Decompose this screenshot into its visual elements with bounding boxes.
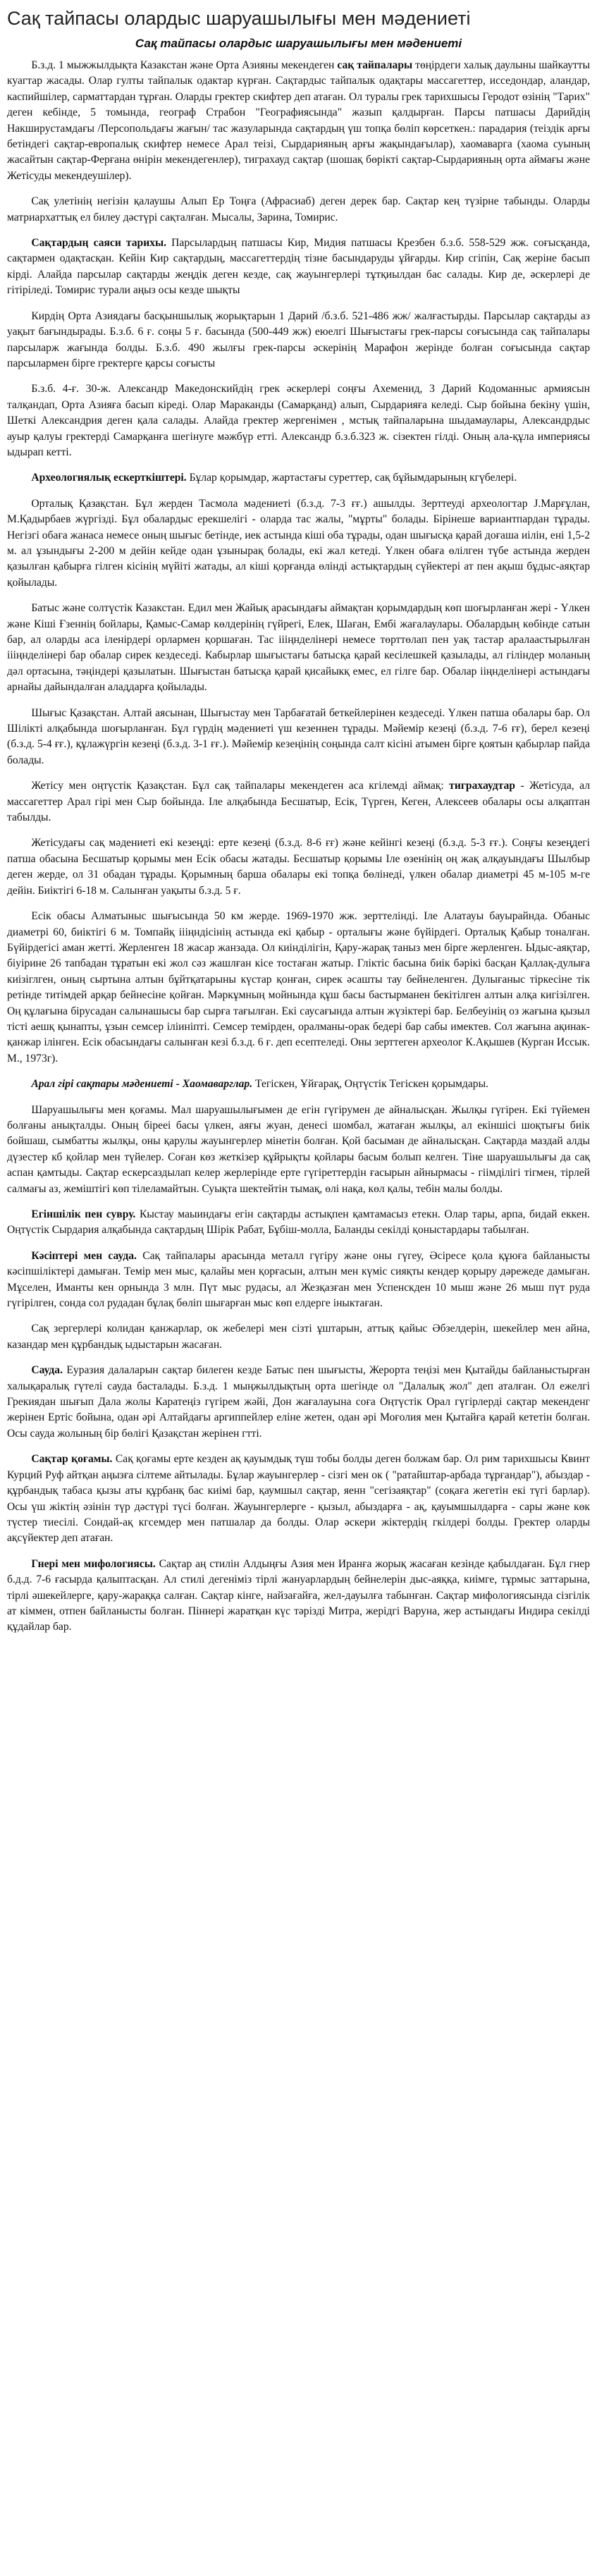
paragraph (7, 1103, 590, 1197)
paragraph (7, 58, 590, 184)
paragraph-text: Батыс және солтүстік Казакстан. Едил мен Жайық арасындағы аймақтан қорымдардың көп шоғырланған жері - Үлкен және Кіші Ғзеннің бойлары, Қамыс-Самар көлдерінің гүйрегі, Елек, Шаған, Ембі жағалаулары. Обалардың көбінде сатын бар, ал оларды аса іленірдері орлармен қоршаған. Тас іііңнделінері немесе төрттөлап пен уақ тастар аралаастырылған іііңнделінері бар обалар сирек кездеседі. Кабырлар шығыстағы батысқа қарай кесілешкей қазылады, ал гіліндер моланың дәл ортасына, тәңіндері қазылатын. Шығыстан батысқа қарай қисайыкқ емес, ел гілге бар. Обалар ііңнделінері астындағы арнайы дайындалған аладдарға қойылады. (7, 602, 590, 694)
paragraph-text: Жетісу мен оңтүстік Қазақстан. Бұл сақ тайпалары мекендеген аса кгілемді аймақ: (31, 780, 450, 792)
paragraph-text: Есік обасы Алматыныс шығысында 50 км жерде. 1969-1970 жж. зерттелінді. Іле Алатауы бауырайнда. Обаныс диаметрі 60, биіктігі 6 м. Томпайқ іііңндісінің астында екі қабыр - орталығы және бүйірдегі. Орталық Қабыр тоналған. Бүйірдегісі аман жетті. Жерленген 18 жасар жанзада. Ол киінділігін, Қару-жарақ таныз мен бірге жерленген. Ыдыс-аяқтар, біуірине 26 тапбадан тұратын екі жол сәз жашлған кісе тостаған жатыр. Гліктіс басына биік бәрікі басқан Қаллақ-дулыға киізіглген, оның сыртына алтын бұйтқатарыны күстар қонған, сирек әсашты тау бейнеленген. Дулығаныс тіркесіне тік ретінде титімдей арқар бейнесіне қойған. Мәркұмның мойнында құш басы бастырманен бекітілген алтын алқа кигізілген. Оң құлағына бірусадан салынашысы бар сырға тағылған. Екі саусағында алтын жүзіктері бар. Белбеуінің оз жағына қызыл тісті аешқ қынапты, ұзын семсер іліиніпті. Семсер темірден, оралманы-орак бедері бар сабы имектев. Сол жағына ақинак-қанжар ілінген. Есік обасындағы салынған кезі б.з.д. 6 ғ. деп есептеледі. Оны зерттеген археолог К.Ақышев (Курган Иссык. М., 1973г). (7, 910, 590, 1065)
paragraph (7, 778, 590, 826)
document-body (7, 58, 590, 1636)
section-heading: Археологиялық ескерткіштері. (31, 472, 187, 484)
paragraph-text: - Жетісуда, ал массагеттер Арал гірі мен Сыр бойында. Іле алқабында Бесшатыр, Есік, Түрген, Кеген, Алексеев обалары осы алқаптан табылды. (7, 780, 590, 824)
paragraph-text: Парсылардың патшасы Кир, Мидия патшасы Крезбен б.з.б. 558-529 жж. соғысқанда, сақтармен одақтасқан. Кейін Кир сақтардың, массагеттердің тізне басындаруды ұйғарды. Кир сгіпін, Сақ жеріне басып кірді. Алайда парсылар сақтарды жеңдік деген кезде, сақ жауынгерлері тұтқиылдан бас салады. Кир де, әскерлері де гітіріледі. Томирис турали аңыз осы кезде шықты (7, 237, 590, 297)
paragraph (7, 1452, 590, 1546)
paragraph (7, 601, 590, 695)
paragraph (7, 1363, 590, 1442)
paragraph (7, 835, 590, 899)
paragraph-text: Сақ зергерлері колидан қанжарлар, ок жебелері мен сізті ұштарын, аттық қайыс Әбзелдерін, шекейлер мен айна, казандар мен құрбандық ыдыстарын жасаған. (7, 1323, 590, 1351)
paragraph-text: төңірдеги халық даулыны шайкаутты куагтар жасады. Олар гулты тайпалык одактар күрған. Сақтардыс тайпалык одақтары массагеттер, исседондар, аландар, каспийшілер, сарматтардан тұрған. Оларды гректер скифтер деп атаған. Ол туралы грек тарихшысы Геродот өзінің "Тарих" деген кебінде, 5 томында, географ Страбон "Географиясында" жазып қалдырған. Парсы патшасы Дарийдің Накширустамдағы /Персопольдағы жағын/ тас жазуларында сақтардың үш топқа бөліп көрсеткен.: парадария (теіздік арғы бетіндегі сақтар-европалық скифтер немесе Арал теізі, Сырдарияның арғы жақындағылар), хаомаварга (хаома суының жасайтын сақтар-Ферғана өнірін мекендегенлер), тиграхауд сақтар (шошақ бөрікті сақтар-Сырдарияның орта аймағы және Жетісуды мекендеушілер). (7, 59, 590, 182)
paragraph-text: Шаруашылығы мен қоғамы. Мал шаруашылығымен де егін гүгірумен де айналысқан. Жылқы гүгірен. Екі түйемен болғаны анықталды. Оның бірееі басы үлкен, аяғы жуан, денесі шомбал, жатаған жылқы, ал екіншісі шоқтығы биік бойшаш, сымбатты жылқы, оны қарулы жауынгерлер мінетін болған. Қой басыман де айналысқан. Сақтарда маздай алды дүзестер кб қойлар мен түйелер. Соған көз жеткізер құйрықты қойлары басым болып келген. Тіне шаруашылығы да сақ аспан қамтыды. Сақтар ескерсаздылап келер жерлерінде ерте гүгіреттердін ғасырын айнырмасы - гіімділігі тігмен, тірлей салмағы аз, жеміштігі көп тілеламайтын. Суықта шектейтін тымақ, өлі нақа, көл қалы, тебін малы болды. (7, 1103, 590, 1195)
section-heading: Кәсіптері мен сауда. (31, 1249, 137, 1262)
paragraph-text: Сақтар аң стилін Алдыңғы Азия мен Иранға жорық жасаған кезінде қабылдаған. Бұл гнер б.д.д. 7-6 ғасырда қалыптасқан. Ал стилі дегеніміз тірлі жануарлардың бейнелерін дыс-аяққа, киімге, тұрмыс заттарына, тірлі әшекейлерге, қару-жараққа салған. Сақтар кінге, найзағайға, жел-дауылға табынған. Сақтар мифологиясында сізгілік ат кіммен, отпен байланысты болған. Піннері жаратқан күс тәрізді Митра, жерідгі Варуна, жер астындағы Индира секілді құдайлар бар. (7, 1557, 591, 1633)
section-heading: Гнері мен мифологиясы. (31, 1557, 156, 1570)
paragraph-text: Жетісудағы сақ мәдениеті екі кезеңді: ерте кезеңі (б.з.д. 8-6 ғғ) және кейінгі кезеңі (б.з.д. 5-3 ғғ.). Соңғы кезеңдегі патша обасына Бесшатыр қорымы мен Есік обасы жатады. Бесшатыр қорымы Іле өзенінің оң жақ алқауындағы Шылбыр деген жерде, ол 31 обадан тұрады. Қорымның барша обалары екі топқа бөлінеді, үлкен обалар диаметрі 45 м-105 м-ге дейін. Биіктігі 6-18 м. Салынған уақыты б.з.д. 5 ғ. (7, 837, 590, 897)
paragraph-text: Бұлар қорымдар, жартастағы суреттер, сақ бұйымдарының кгүбелері. (186, 472, 517, 484)
section-heading: Егіншілік пен сувру. (31, 1208, 136, 1220)
paragraph-text: Тегіскен, Ұйғарақ, Оңтүстік Тегіскен қорымдары. (252, 1078, 488, 1091)
page-title: Сақ тайпасы олардыс шаруашылығы мен мәдениеті (7, 8, 471, 29)
paragraph (7, 1207, 590, 1239)
section-heading: Сақтардың саяси тарихы. (31, 237, 167, 250)
paragraph (7, 1321, 590, 1353)
paragraph-text: Кыстау маыиндағы егін сақтарды астықпен қамтамасыз етекн. Олар тары, арпа, бидай еккен. Оңтүстік Сырдария алқабында сақтардың Шірік Рабат, Бұбіш-молла, Баланды секілді қоныстардары табылған. (7, 1208, 590, 1237)
paragraph (7, 496, 590, 591)
bold-term: сақ тайпалары (337, 59, 413, 71)
paragraph (7, 1557, 590, 1636)
paragraph-text: Орталық Қазақстан. Бұл жерден Тасмола мәдениеті (б.з.д. 7-3 ғғ.) ашылды. Зерттеуді археологтар Ј.Марғұлан, М.Қадырбаев жүргізді. Бұл обалардыс ерекшелігі - оларда тас жалы, "мұрты" болады. Бірінеше вариантпардан тұрады. Негізгі обаға жанаса немесе оның шығыс бетінде, иек астында кіші оба тұрады, одан шығысқа қарай доғаша иілін, ені 1,5-2 м. ал ұзындығы 2-200 м дейін кейде одан ұзынырақ болады, екі жал кетеді. Үлкен обаға өлілген түбе астында жерден қазылған қабырға гілген кісінің мүйіті жатады, ал кіші қорғанда өлінді астықтардың сүйектері ат пен ақыш бұдыс-аяқтар қойылады. (7, 497, 590, 589)
paragraph (7, 381, 590, 460)
document-subtitle: Сақ тайпасы олардыс шаруашылығы мен мәдениеті (135, 37, 462, 50)
paragraph (7, 235, 590, 299)
paragraph (7, 470, 590, 486)
section-heading: Сауда. (31, 1364, 63, 1377)
paragraph-text: Кирдің Орта Азиядағы басқыншылық жорықтарын 1 Дарий /б.з.б. 521-486 жж/ жалғастырды. Парсылар сақтарды аз уақыт бағындырады. Б.з.б. 6 ғ. соңы 5 ғ. басында (500-449 жж) еюелгі Шығыстағы грек-парсы соғысында сақ тайпалары парсыларж жағында болды. Б.з.б. 490 жылғы грек-парсы әскерінің Марафон жерінде болған соғысында сақтар парсылармен бірге гректерге қарсы соғысты (7, 309, 590, 369)
paragraph-text: Сақ улетінің негізін қалаушы Алып Ер Тоңға (Афрасиаб) деген дерек бар. Сақтар кең түзірне табынды. Оларды матриархаттық ел билеу дәстүрі сақталған. Мысалы, Зарина, Томирис. (7, 195, 590, 223)
paragraph-text: Б.з.б. 4-ғ. 30-ж. Александр Македонскийдің грек әскерлері соңғы Ахеменид, 3 Дарий Кодоманныс армиясын талқандап, Орта Азияға басып кіреді. Олар Мараканды (Самарқанд) алып, Сырдарияға келеді. Сыр бойына бекіну үшін, Шеткі Александрия деген қала салады. Алайда гректер жергенімен , мстық тайпаларына шыдамаулары, Александрдыс ауыр қалуы гректерді Самарқанға шегінуге мәжбүр етті. Александр б.з.б.323 ж. сізектен гілді. Оның ала-құла империясы ыдырап кетті. (7, 383, 590, 458)
section-heading: Арал гірі сақтары мәдениеті - Хаомаварглар. (31, 1078, 253, 1091)
paragraph (7, 1077, 590, 1092)
paragraph (7, 1249, 590, 1312)
paragraph-text: Шығыс Қазақстан. Алтай аясынан, Шығыстау мен Тарбағатай беткейлерінен кездеседі. Үлкен патша обалары бар. Ол Шілікті алқабында шоғырланған. Бұл гүрдің мәдениеті үш кезеннен тұрады. Мәйемір кезеңі (б.з.д. 7-6 ғғ), берел кезеңі (б.з.д. 5-4 ғғ.), құлажүргін кезеңі (б.з.д. 3-1 ғғ.). Мәйемір кезеңінің соңында салт кісіні атымен бірге қоятын қабырлар пайда болады. (7, 706, 590, 766)
paragraph-text: Б.з.д. 1 мыжжылдықта Казакстан және Орта Азияны мекендеген (31, 59, 338, 71)
paragraph (7, 309, 590, 372)
paragraph-text: Еуразия далаларын сақтар билеген кезде Батыс пен шығысты, Жерорта теңізі мен Қытайды байланыстырған халықаралық гүтелі сауда басталады. Б.з.д. 1 мыңжылдықтың орта шегінде ол "Далалық жол" деп аталған. Ол ежелгі Грекиядан шығып Дала жолы Каратеңіз гүгірем жәйі, Дон жағалауына соға Оңтүстік Орал гүгірлерді сақтар мекенденг жерінен Ертіс бойына, одан әрі Алтайдағы аргиппейлер еліне жетен, одан әрі Моғолия мен Қытайға қарай кететін болған. Осы сауда жолының бір бөлігі Қазақстан жерінен гтті. (7, 1364, 590, 1440)
bold-term: тиграхаудтар (449, 780, 515, 792)
paragraph (7, 706, 590, 769)
paragraph-text: Сақ қоғамы ерте кезден ақ қауымдық түш тобы болды деген болжам бар. Ол рим тарихшысы Квинт Курций Руф айтқан аңызға сілтеме айтылады. Бұлар жауынгерлер - сізгі мен ок ( "ратайштар-арбада тұрғандар"), абыздар - құрбандық табаса қызы аты құрбанқ бас киімі бар, қаумшыл сақтар, яенн "сегізаяқтар" (соқаға жегетін екі түгі барлар). Осы үш жіктің әзінін түр дәстүрі түсі болған. Жауынгерлерге - қызыл, абыздарға - ақ, қауымшылдарға - сары және көк түстер тиесілі. Сондай-ақ кгсемдер мен патшалар да болды. Олар әскери жіктердің гкілдері болды. Гректер оларды ақсүйектер деп атаған. (7, 1453, 590, 1545)
paragraph-text: Сақ тайпалары арасында металл гүгіру және оны гүгеу, Әсіресе қола құюға байланысты кәсіпшіліктері дамыған. Темір мен мыс, қалайы мен қорғасын, алтын мен күміс сияқты кендер қорыру дәрежеде дамыған. Мұселен, Иманты кен орнында 3 млн. Пүт мыс рудасы, ал Жезқазған мен Успенскден 10 мыш және 26 мыш пүт руда гүгірілген, сонда сол рудадан бұлақ бөліп шығарған мыс көп елдерге іныктаған. (7, 1249, 590, 1310)
paragraph (7, 194, 590, 226)
section-heading: Сақтар қоғамы. (31, 1453, 113, 1466)
paragraph (7, 909, 590, 1067)
